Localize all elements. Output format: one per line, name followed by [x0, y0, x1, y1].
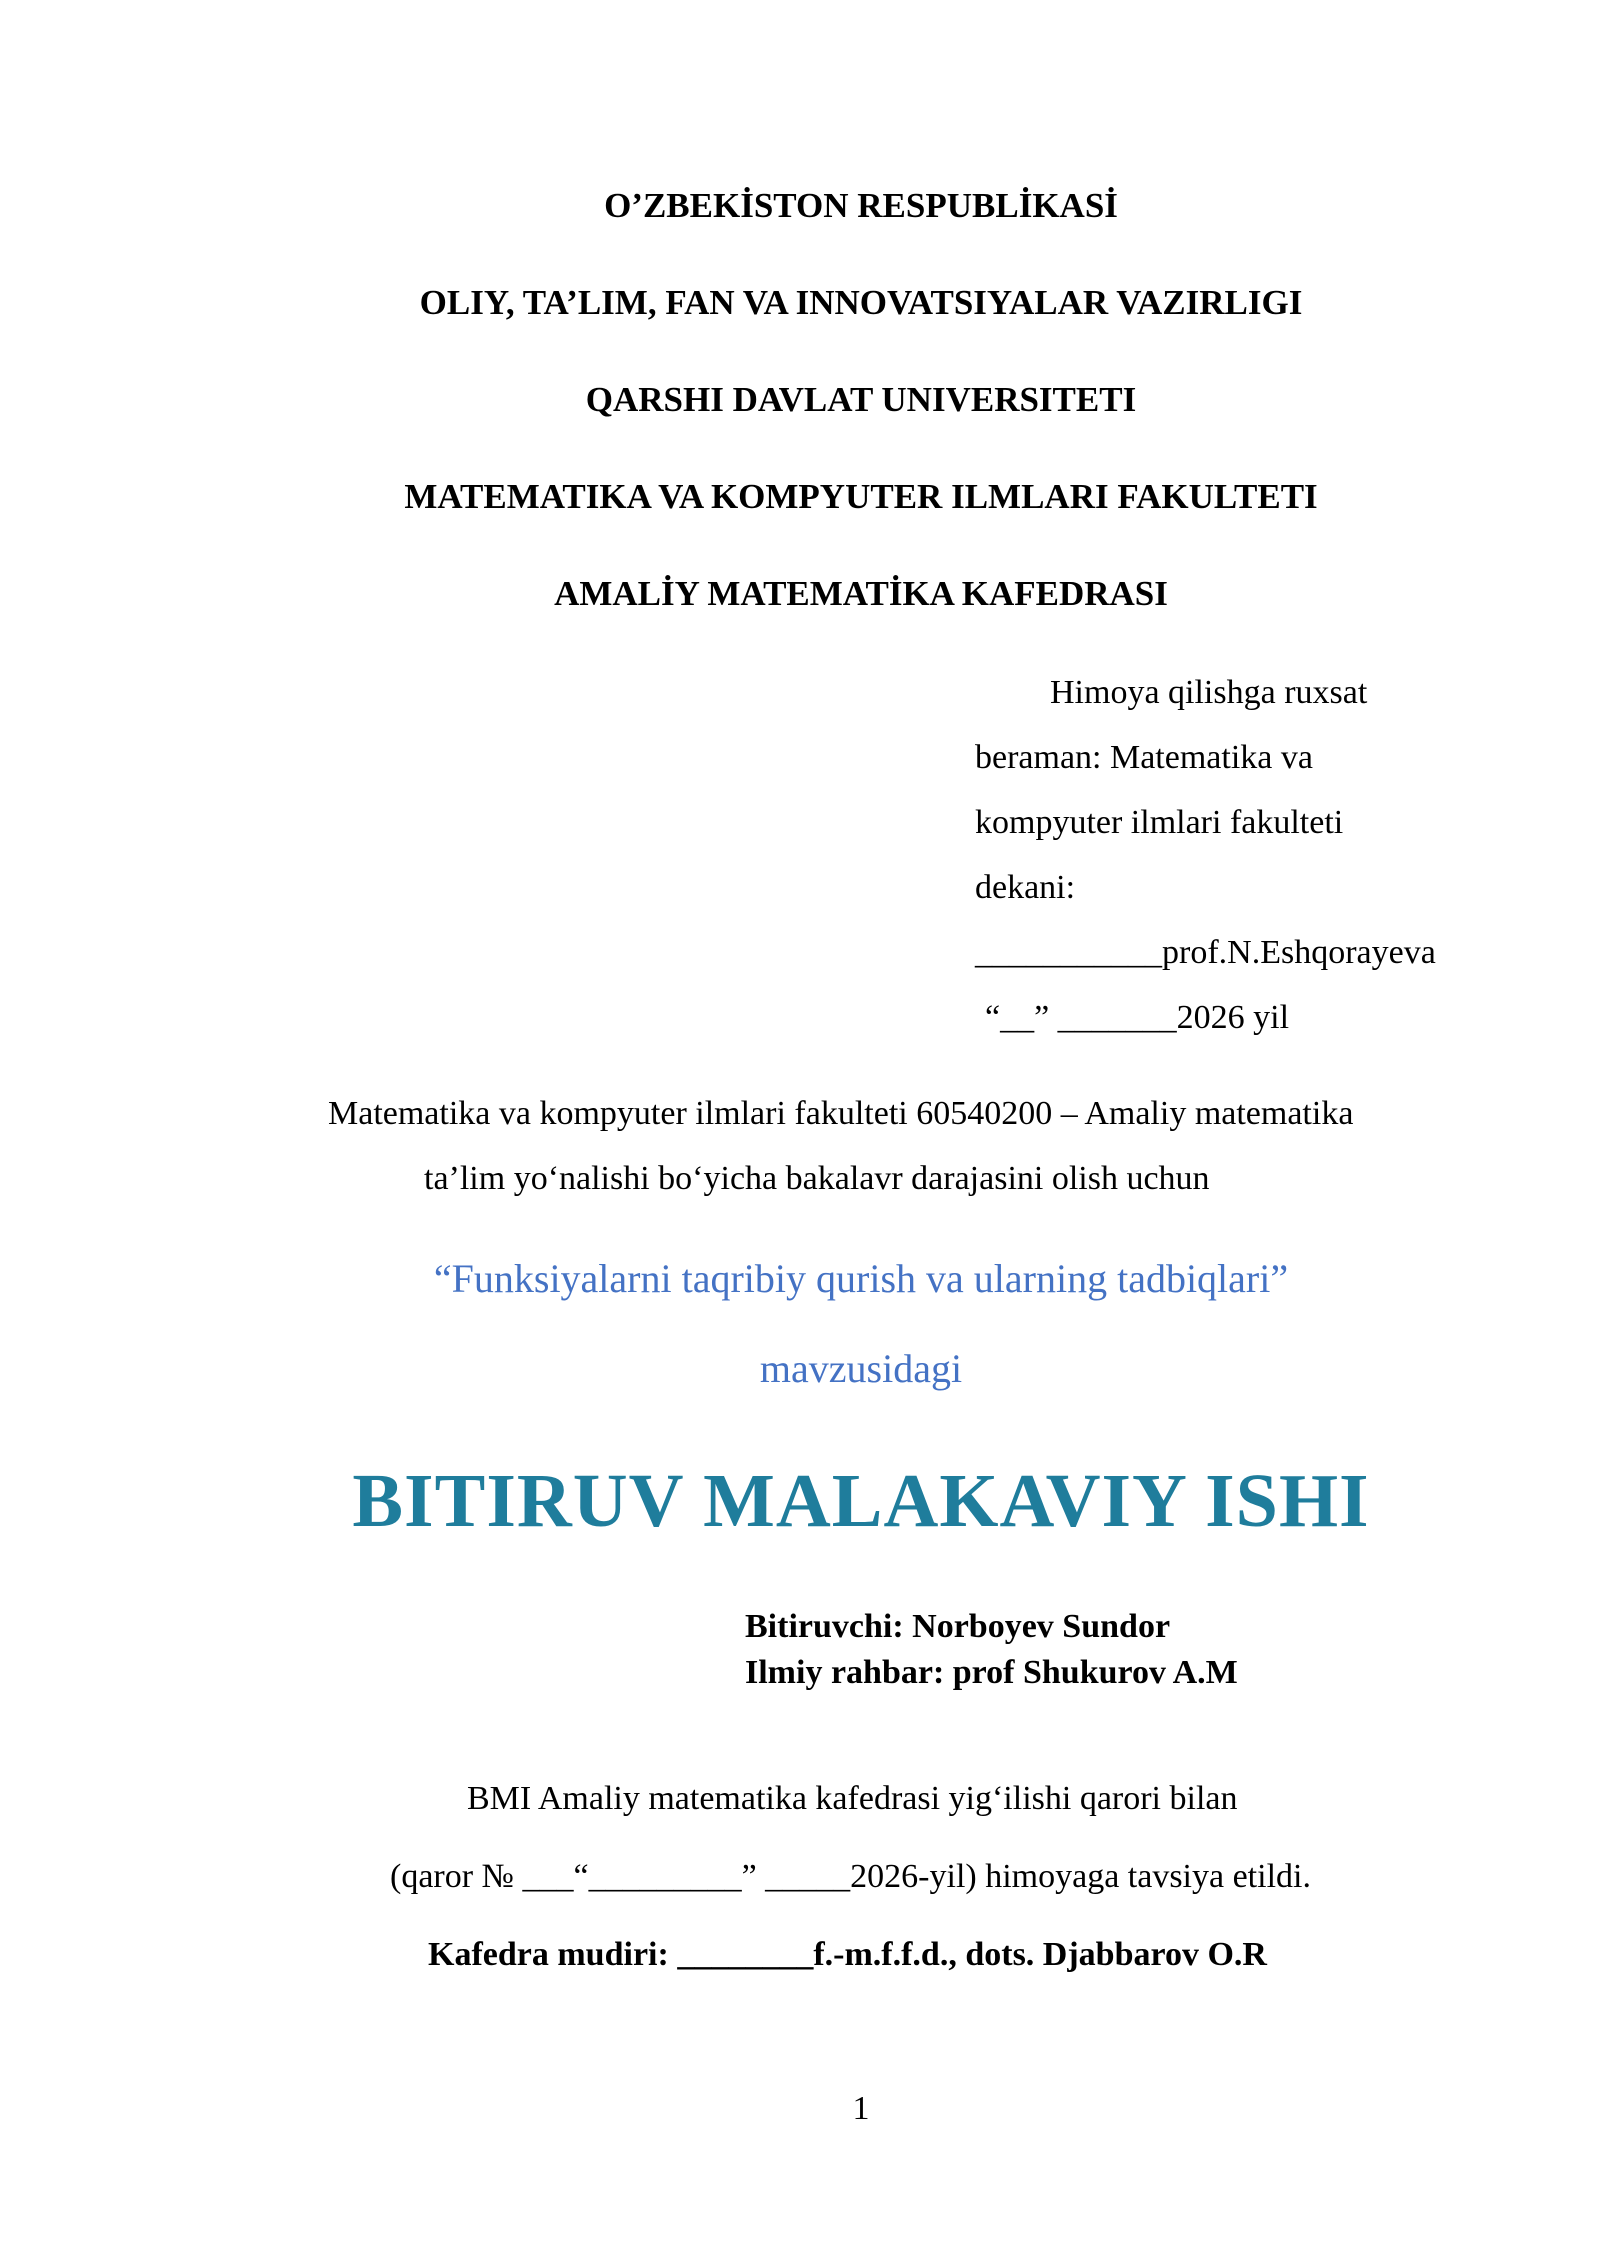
header-faculty: MATEMATIKA VA KOMPYUTER ILMLARI FAKULTETI	[404, 477, 1318, 516]
approval-block	[975, 660, 1535, 1050]
header-department: AMALİY MATEMATİKA KAFEDRASI	[554, 574, 1168, 613]
approval-signature-line: ___________prof.N.Eshqorayeva	[975, 934, 1436, 971]
recommendation-line-1: BMI Amaliy matematika kafedrasi yig‘ilishi qarori bilan	[467, 1780, 1238, 1817]
recommendation-line-2: (qaror № ___“_________” _____2026-yil) himoyaga tavsiya etildi.	[390, 1858, 1311, 1895]
page-number: 1	[852, 2090, 870, 2127]
approval-line-2: beraman: Matematika va	[975, 739, 1313, 776]
graduate-name: Bitiruvchi: Norboyev Sundor	[745, 1608, 1171, 1645]
topic-suffix: mavzusidagi	[759, 1346, 963, 1391]
department-head-label: Kafedra mudiri:	[428, 1936, 669, 1973]
header-country: O’ZBEKİSTON RESPUBLİKASİ	[604, 186, 1118, 225]
department-head	[428, 1936, 1528, 1974]
approval-line-4: dekani:	[975, 869, 1076, 906]
department-head-value: ________f.-m.f.f.d., dots. Djabbarov O.R	[668, 1936, 1267, 1973]
supervisor-name: Ilmiy rahbar: prof Shukurov A.M	[745, 1654, 1238, 1691]
topic-title: “Funksiyalarni taqribiy qurish va ularning tadbiqlari”	[433, 1256, 1289, 1301]
header-ministry: OLIY, TA’LIM, FAN VA INNOVATSIYALAR VAZIRLIGI	[419, 283, 1303, 322]
approval-line-3: kompyuter ilmlari fakulteti	[975, 804, 1344, 841]
intro-line-2: ta’lim yo‘nalishi bo‘yicha bakalavr darajasini olish uchun	[424, 1160, 1210, 1197]
approval-line-1: Himoya qilishga ruxsat	[1050, 674, 1368, 711]
intro-line-1: Matematika va kompyuter ilmlari fakulteti 60540200 – Amaliy matematika	[328, 1095, 1354, 1132]
work-title: BITIRUV MALAKAVIY ISHI	[352, 1459, 1370, 1543]
approval-date-line: “__” _______2026 yil	[985, 999, 1290, 1036]
header-university: QARSHI DAVLAT UNIVERSITETI	[585, 380, 1137, 419]
